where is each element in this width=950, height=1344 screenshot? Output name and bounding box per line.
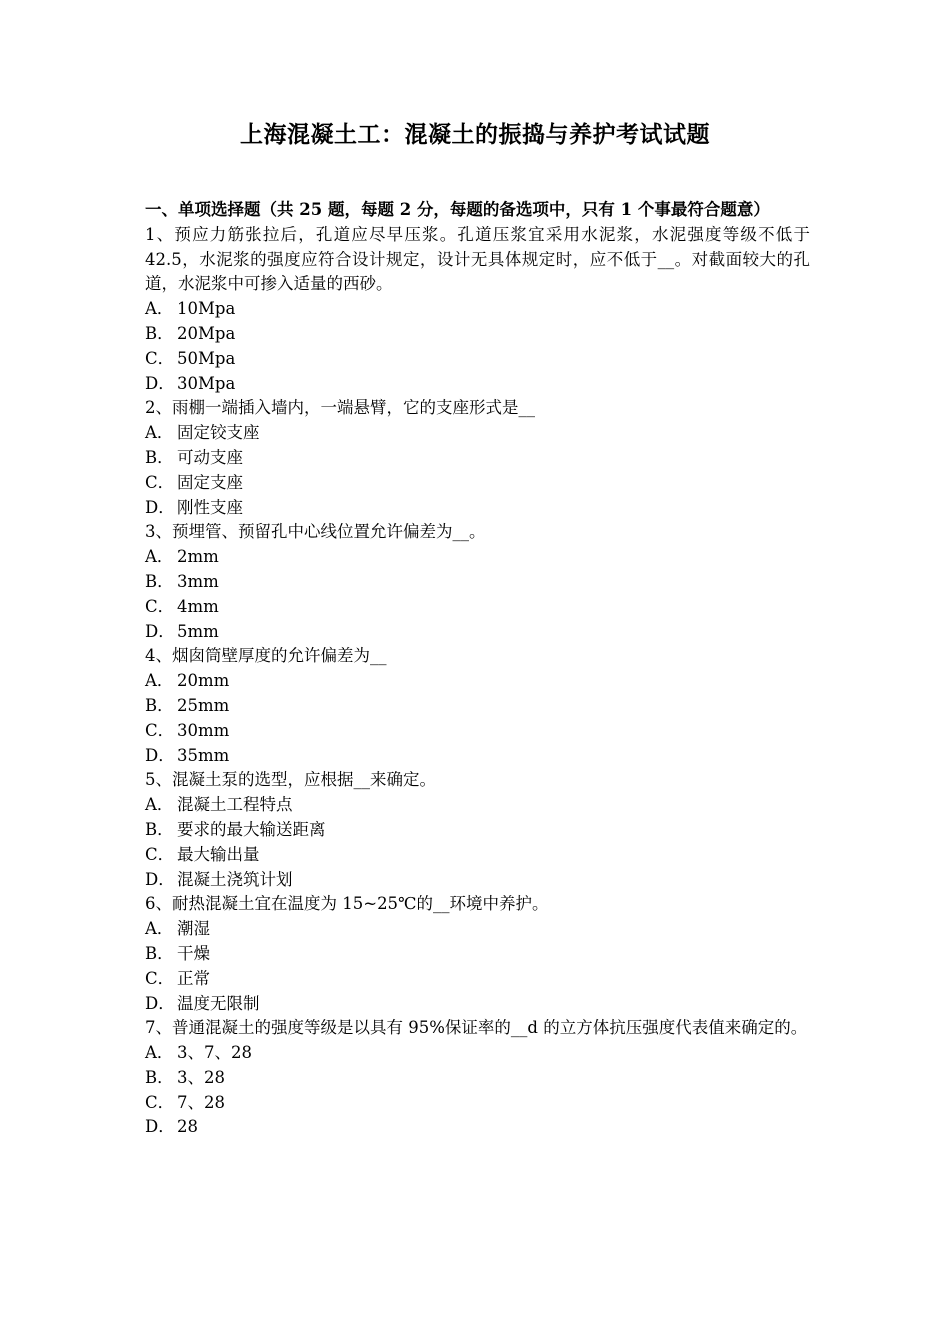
option-b <box>145 1066 810 1091</box>
option-letter: B． <box>145 447 174 467</box>
question-stem: 1、预应力筋张拉后，孔道应尽早压浆。孔道压浆宜采用水泥浆，水泥强度等级不低于 42.5，水泥浆的强度应符合设计规定，设计无具体规定时，应不低于__。对截面较大的孔道，水泥浆中可掺入适量的西砂。 <box>145 224 810 294</box>
question-6 <box>145 892 810 1016</box>
option-d <box>145 496 810 521</box>
option-c <box>145 347 810 372</box>
option-a <box>145 793 810 818</box>
option-text: 50Mpa <box>177 348 236 368</box>
option-text: 5mm <box>177 621 219 641</box>
option-text: 7、28 <box>177 1092 225 1112</box>
option-d <box>145 744 810 769</box>
option-text: 固定支座 <box>177 472 243 492</box>
option-text: 3、7、28 <box>177 1043 252 1063</box>
option-letter: C． <box>145 1092 175 1112</box>
option-text: 3mm <box>177 571 219 591</box>
option-letter: A． <box>145 671 174 691</box>
option-a <box>145 545 810 570</box>
option-text: 潮湿 <box>177 919 210 939</box>
option-letter: A． <box>145 919 174 939</box>
option-d <box>145 372 810 397</box>
option-b <box>145 694 810 719</box>
question-2 <box>145 396 810 520</box>
question-stem: 5、混凝土泵的选型，应根据__来确定。 <box>145 770 436 790</box>
option-d <box>145 1115 810 1140</box>
option-letter: C． <box>145 596 175 616</box>
option-letter: D． <box>145 993 175 1013</box>
option-text: 35mm <box>177 745 230 765</box>
option-letter: D． <box>145 869 175 889</box>
option-letter: A． <box>145 1043 174 1063</box>
option-text: 3、28 <box>177 1067 225 1087</box>
question-stem: 4、烟囱筒壁厚度的允许偏差为__ <box>145 646 387 666</box>
option-text: 4mm <box>177 596 219 616</box>
option-a <box>145 917 810 942</box>
option-c <box>145 719 810 744</box>
option-letter: A． <box>145 423 174 443</box>
option-c <box>145 471 810 496</box>
option-letter: B． <box>145 1067 174 1087</box>
option-text: 30mm <box>177 720 230 740</box>
exam-content <box>145 198 810 1140</box>
option-text: 刚性支座 <box>177 497 243 517</box>
option-letter: C． <box>145 844 175 864</box>
question-stem: 7、普通混凝土的强度等级是以具有 95%保证率的__d 的立方体抗压强度代表值来确定的。 <box>145 1018 808 1038</box>
option-letter: B． <box>145 943 174 963</box>
option-c <box>145 1091 810 1116</box>
option-c <box>145 843 810 868</box>
option-letter: D． <box>145 621 175 641</box>
option-letter: B． <box>145 323 174 343</box>
option-a <box>145 297 810 322</box>
option-text: 30Mpa <box>177 373 236 393</box>
question-5 <box>145 768 810 892</box>
option-text: 要求的最大输送距离 <box>177 819 326 839</box>
option-letter: A． <box>145 795 174 815</box>
option-text: 可动支座 <box>177 447 243 467</box>
option-text: 20mm <box>177 671 230 691</box>
question-3 <box>145 520 810 644</box>
option-text: 混凝土工程特点 <box>177 795 293 815</box>
option-text: 混凝土浇筑计划 <box>177 869 293 889</box>
option-letter: D． <box>145 1117 175 1137</box>
option-letter: C． <box>145 720 175 740</box>
option-letter: C． <box>145 968 175 988</box>
option-letter: C． <box>145 348 175 368</box>
option-text: 28 <box>177 1117 198 1137</box>
option-c <box>145 595 810 620</box>
option-b <box>145 818 810 843</box>
option-letter: D． <box>145 745 175 765</box>
option-b <box>145 446 810 471</box>
option-c <box>145 967 810 992</box>
option-letter: B． <box>145 695 174 715</box>
option-b <box>145 570 810 595</box>
question-7 <box>145 1016 810 1140</box>
option-text: 10Mpa <box>177 299 236 319</box>
option-a <box>145 421 810 446</box>
question-stem: 2、雨棚一端插入墙内，一端悬臂，它的支座形式是__ <box>145 398 535 418</box>
option-letter: D． <box>145 497 175 517</box>
option-text: 2mm <box>177 547 219 567</box>
option-text: 干燥 <box>177 943 210 963</box>
question-4 <box>145 644 810 768</box>
option-text: 20Mpa <box>177 323 236 343</box>
option-text: 温度无限制 <box>177 993 260 1013</box>
option-a <box>145 1041 810 1066</box>
option-letter: A． <box>145 299 174 319</box>
question-stem: 6、耐热混凝土宜在温度为 15~25℃的__环境中养护。 <box>145 894 549 914</box>
option-letter: C． <box>145 472 175 492</box>
option-letter: B． <box>145 571 174 591</box>
option-letter: D． <box>145 373 175 393</box>
question-stem: 3、预埋管、预留孔中心线位置允许偏差为__。 <box>145 522 486 542</box>
option-text: 最大输出量 <box>177 844 260 864</box>
option-d <box>145 620 810 645</box>
option-a <box>145 669 810 694</box>
option-d <box>145 868 810 893</box>
option-d <box>145 992 810 1017</box>
question-1 <box>145 223 810 397</box>
option-b <box>145 942 810 967</box>
option-letter: B． <box>145 819 174 839</box>
option-text: 正常 <box>177 968 210 988</box>
document-title: 上海混凝土工：混凝土的振捣与养护考试试题 <box>240 121 710 148</box>
option-b <box>145 322 810 347</box>
section-heading: 一、单项选择题（共 25 题，每题 2 分，每题的备选项中，只有 1 个事最符合题意） <box>145 200 770 219</box>
option-text: 固定铰支座 <box>177 423 260 443</box>
option-letter: A． <box>145 547 174 567</box>
option-text: 25mm <box>177 695 230 715</box>
